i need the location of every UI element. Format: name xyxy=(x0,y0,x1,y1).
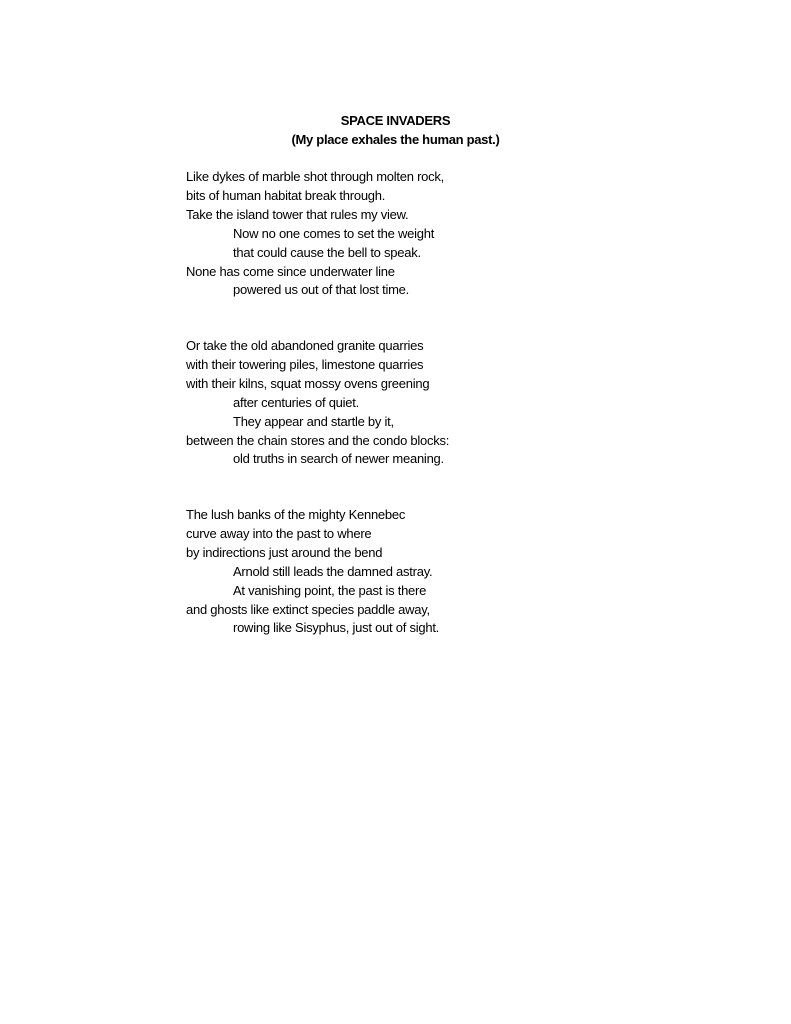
poem-line: bits of human habitat break through. xyxy=(186,187,386,203)
poem-line: and ghosts like extinct species paddle away, xyxy=(186,601,430,617)
poem-line: At vanishing point, the past is there xyxy=(233,582,427,598)
poem-line: between the chain stores and the condo blocks: xyxy=(186,432,450,448)
poem-line: Take the island tower that rules my view. xyxy=(186,206,409,222)
poem-line: Or take the old abandoned granite quarries xyxy=(186,338,424,353)
poem-line: powered us out of that lost time. xyxy=(233,282,410,298)
stanza-1 xyxy=(186,168,646,300)
poem-line: by indirections just around the bend xyxy=(186,544,383,560)
poem-line: curve away into the past to where xyxy=(186,525,372,541)
poem-line: after centuries of quiet. xyxy=(233,394,359,410)
poem-heading xyxy=(0,111,791,149)
stanza-3 xyxy=(186,506,646,638)
poem-subtitle: (My place exhales the human past.) xyxy=(291,132,500,147)
poem-line: The lush banks of the mighty Kennebec xyxy=(186,507,406,522)
poem-line: Arnold still leads the damned astray. xyxy=(233,563,433,579)
poem-line: old truths in search of newer meaning. xyxy=(233,451,444,467)
stanza-2 xyxy=(186,337,646,469)
poem-line: Now no one comes to set the weight xyxy=(233,225,435,241)
poem-line: They appear and startle by it, xyxy=(233,413,394,429)
poem-title: SPACE INVADERS xyxy=(340,113,451,128)
poem-line: rowing like Sisyphus, just out of sight. xyxy=(233,620,440,636)
poem-line: that could cause the bell to speak. xyxy=(233,244,421,260)
poem-line: with their kilns, squat mossy ovens greening xyxy=(186,375,430,391)
poem-line: Like dykes of marble shot through molten rock, xyxy=(186,169,445,184)
poem-line: with their towering piles, limestone quarries xyxy=(186,356,424,372)
poem-line: None has come since underwater line xyxy=(186,263,395,279)
